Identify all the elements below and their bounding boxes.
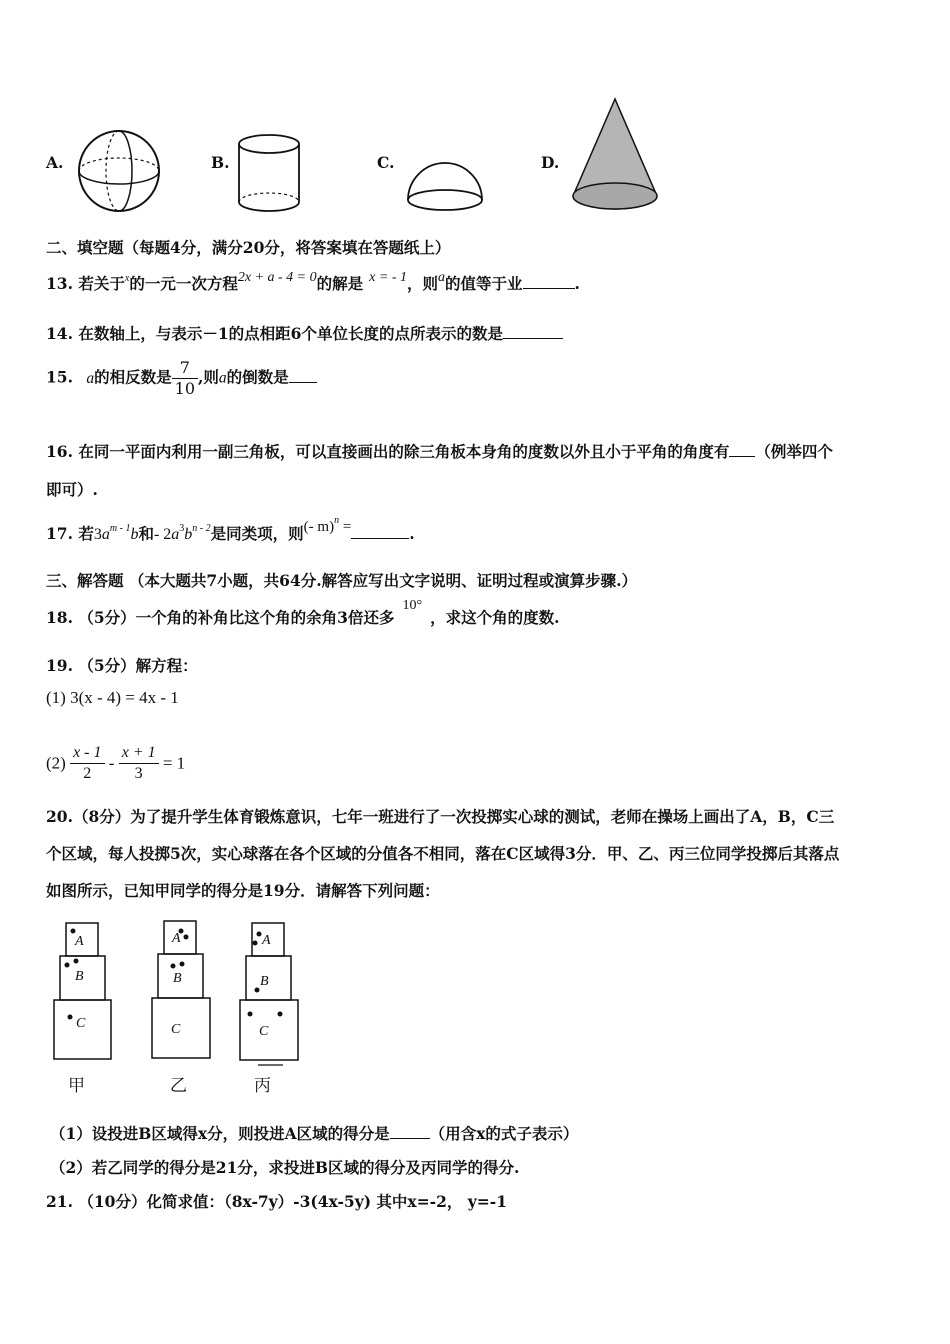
q20-sub1-text: （1）设投进B区域得x分，则投进A区域的得分是 [50, 1124, 390, 1143]
q17-term2-exp1: 3 [179, 523, 185, 534]
q13-text-4: ，则 [406, 274, 438, 293]
q19-eq2-num1: x - 1 [70, 743, 104, 764]
q19-eq2-label: (2) [46, 753, 66, 773]
student-bing-zones [240, 923, 298, 1060]
q20-number: 20. [46, 807, 73, 826]
q18-text-1: （5分）一个角的补角比这个角的余角3倍还多 [78, 608, 395, 627]
yi-zone-b-text: B [173, 971, 182, 986]
section3-title: 三、解答题 （本大题共7小题，共64分.解答应写出文字说明、证明过程或演算步骤.） [46, 571, 638, 590]
q20-sub1-end: （用含x的式子表示） [429, 1124, 579, 1143]
q19-number: 19. [46, 656, 73, 675]
q19-eq2-den2: 3 [134, 765, 143, 782]
q17-term2 [153, 523, 211, 543]
q19-eq2-rhs: = 1 [162, 753, 186, 773]
jia-zone-b-text: B [75, 969, 84, 984]
q15-answer-blank[interactable] [289, 368, 317, 383]
student-label-bing: 丙 [254, 1076, 271, 1096]
q17-text-2: 和 [138, 524, 154, 543]
choice-b-label: B. [211, 153, 230, 172]
q15-text-2: ,则 [198, 367, 219, 387]
question-17 [46, 515, 415, 544]
q17-expr-exp: n [334, 515, 340, 526]
q19-eq2-frac2 [119, 743, 159, 784]
student-label-yi: 乙 [170, 1076, 187, 1096]
choice-a-label: A. [46, 153, 64, 172]
cylinder-figure [237, 134, 305, 214]
q17-expr-base: (- m) [303, 519, 335, 535]
q16-text-1-end: （例举四个 [755, 442, 833, 461]
q15-text-3: 的倒数是 [226, 367, 289, 387]
question-14 [46, 322, 563, 344]
q13-solution: x = - 1 [369, 270, 407, 285]
question-20-line1 [46, 805, 834, 827]
choice-d-label: D. [541, 153, 560, 172]
student-yi-zones [152, 921, 210, 1058]
q17-number: 17. [46, 524, 73, 543]
bing-zone-a-text: A [262, 933, 271, 948]
q15-frac-den: 10 [174, 379, 195, 398]
q15-number: 15. [46, 367, 73, 387]
q17-term2-exp2: n - 2 [192, 523, 211, 534]
q17-term1-var: a [101, 526, 110, 543]
jia-zone-c-text: C [76, 1016, 86, 1031]
q18-number: 18. [46, 608, 73, 627]
q13-end: . [574, 274, 580, 293]
student-jia-zones [54, 923, 111, 1059]
q20-sub2: （2）若乙同学的得分是21分，求投进B区域的得分及丙同学的得分. [50, 1158, 520, 1177]
q13-var-a: a [438, 270, 445, 285]
q19-eq1: (1) 3(x - 4) = 4x - 1 [46, 688, 179, 707]
q19-title: （5分）解方程： [78, 656, 198, 675]
q13-answer-blank[interactable] [523, 274, 575, 289]
student-label-jia: 甲 [68, 1076, 85, 1096]
question-21 [46, 1190, 507, 1212]
jia-zone-a-text: A [75, 934, 84, 949]
q19-eq2-minus: - [108, 753, 115, 773]
q21-text: （10分）化简求值：（8x-7y）-3(4x-5y) 其中x=-2， y=-1 [78, 1192, 507, 1211]
q18-text-2: ，求这个角的度数. [430, 608, 560, 627]
q15-var-a-2: a [218, 369, 227, 387]
bing-zone-b-text: B [260, 974, 269, 989]
q17-term1-coef: 3 [93, 526, 102, 543]
q16-answer-blank[interactable] [729, 442, 755, 457]
q17-term1 [93, 523, 139, 543]
q19-eq2-num2: x + 1 [119, 743, 159, 764]
q17-eq: = [342, 519, 352, 535]
question-19 [46, 654, 198, 676]
q13-text-5: 的值等于业 [445, 274, 523, 293]
q19-eq2-den1: 2 [83, 765, 92, 782]
q17-term2-var2: b [184, 526, 193, 543]
question-16-line1 [46, 440, 833, 462]
q13-number: 13. [46, 274, 73, 293]
q14-answer-blank[interactable] [503, 324, 563, 339]
q17-term1-exp: m - 1 [109, 523, 131, 534]
choice-c-label: C. [377, 153, 395, 172]
bing-zone-c-text: C [259, 1024, 269, 1039]
q15-fraction [172, 358, 198, 399]
question-15 [46, 358, 317, 399]
q14-text: 在数轴上，与表示－1的点相距6个单位长度的点所表示的数是 [78, 324, 503, 343]
yi-zone-a-text: A [172, 931, 181, 946]
q13-text-3: 的解是 [316, 274, 364, 293]
cone-figure [570, 97, 662, 217]
q16-text-1: 在同一平面内利用一副三角板，可以直接画出的除三角板本身角的度数以外且小于平角的角度有 [78, 442, 730, 461]
yi-zone-c-text: C [171, 1022, 181, 1037]
q13-var-x: x [124, 273, 130, 284]
q17-term1-var2: b [130, 526, 139, 543]
throwing-zones-figure [46, 915, 326, 1100]
q17-expr [303, 515, 352, 535]
q17-text-3: 是同类项，则 [210, 524, 304, 543]
q14-number: 14. [46, 324, 73, 343]
q18-angle: 10° [402, 598, 423, 613]
q19-eq2-frac1 [70, 743, 104, 784]
q15-var-a: a [86, 369, 95, 387]
hemisphere-figure [405, 160, 485, 216]
q20-text-2: 个区域，每人投掷5次，实心球落在各个区域的分值各不相同，落在C区域得3分．甲、乙、丙三位同学投掷后其落点 [46, 844, 840, 863]
q17-term2-coef: - 2 [153, 526, 172, 543]
q20-sub1-answer-blank[interactable] [390, 1124, 430, 1139]
q13-text-2: 的一元一次方程 [129, 274, 238, 293]
question-18 [46, 598, 560, 628]
q17-end: . [409, 524, 415, 543]
q13-text-1: 若关于 [78, 274, 125, 293]
q19-eq2 [46, 743, 185, 784]
section2-title: 二、填空题（每题4分，满分20分，将答案填在答题纸上） [46, 238, 451, 257]
q16-text-2: 即可）. [46, 480, 98, 499]
q15-frac-num: 7 [172, 358, 198, 379]
q17-text-1: 若 [78, 524, 94, 543]
q13-equation: 2x + a - 4 = 0 [237, 270, 317, 285]
q20-sub1 [50, 1122, 578, 1144]
q20-text-3: 如图所示，已知甲同学的得分是19分．请解答下列问题： [46, 881, 440, 900]
q15-text-1: 的相反数是 [94, 367, 172, 387]
q21-number: 21. [46, 1192, 73, 1211]
q17-term2-var: a [171, 526, 180, 543]
q20-text-1: （8分）为了提升学生体育锻炼意识，七年一班进行了一次投掷实心球的测试，老师在操场上画出了A，B，C三 [72, 807, 835, 826]
sphere-figure [76, 126, 162, 216]
q17-answer-blank[interactable] [351, 524, 409, 539]
q16-number: 16. [46, 442, 73, 461]
question-13 [46, 272, 580, 294]
